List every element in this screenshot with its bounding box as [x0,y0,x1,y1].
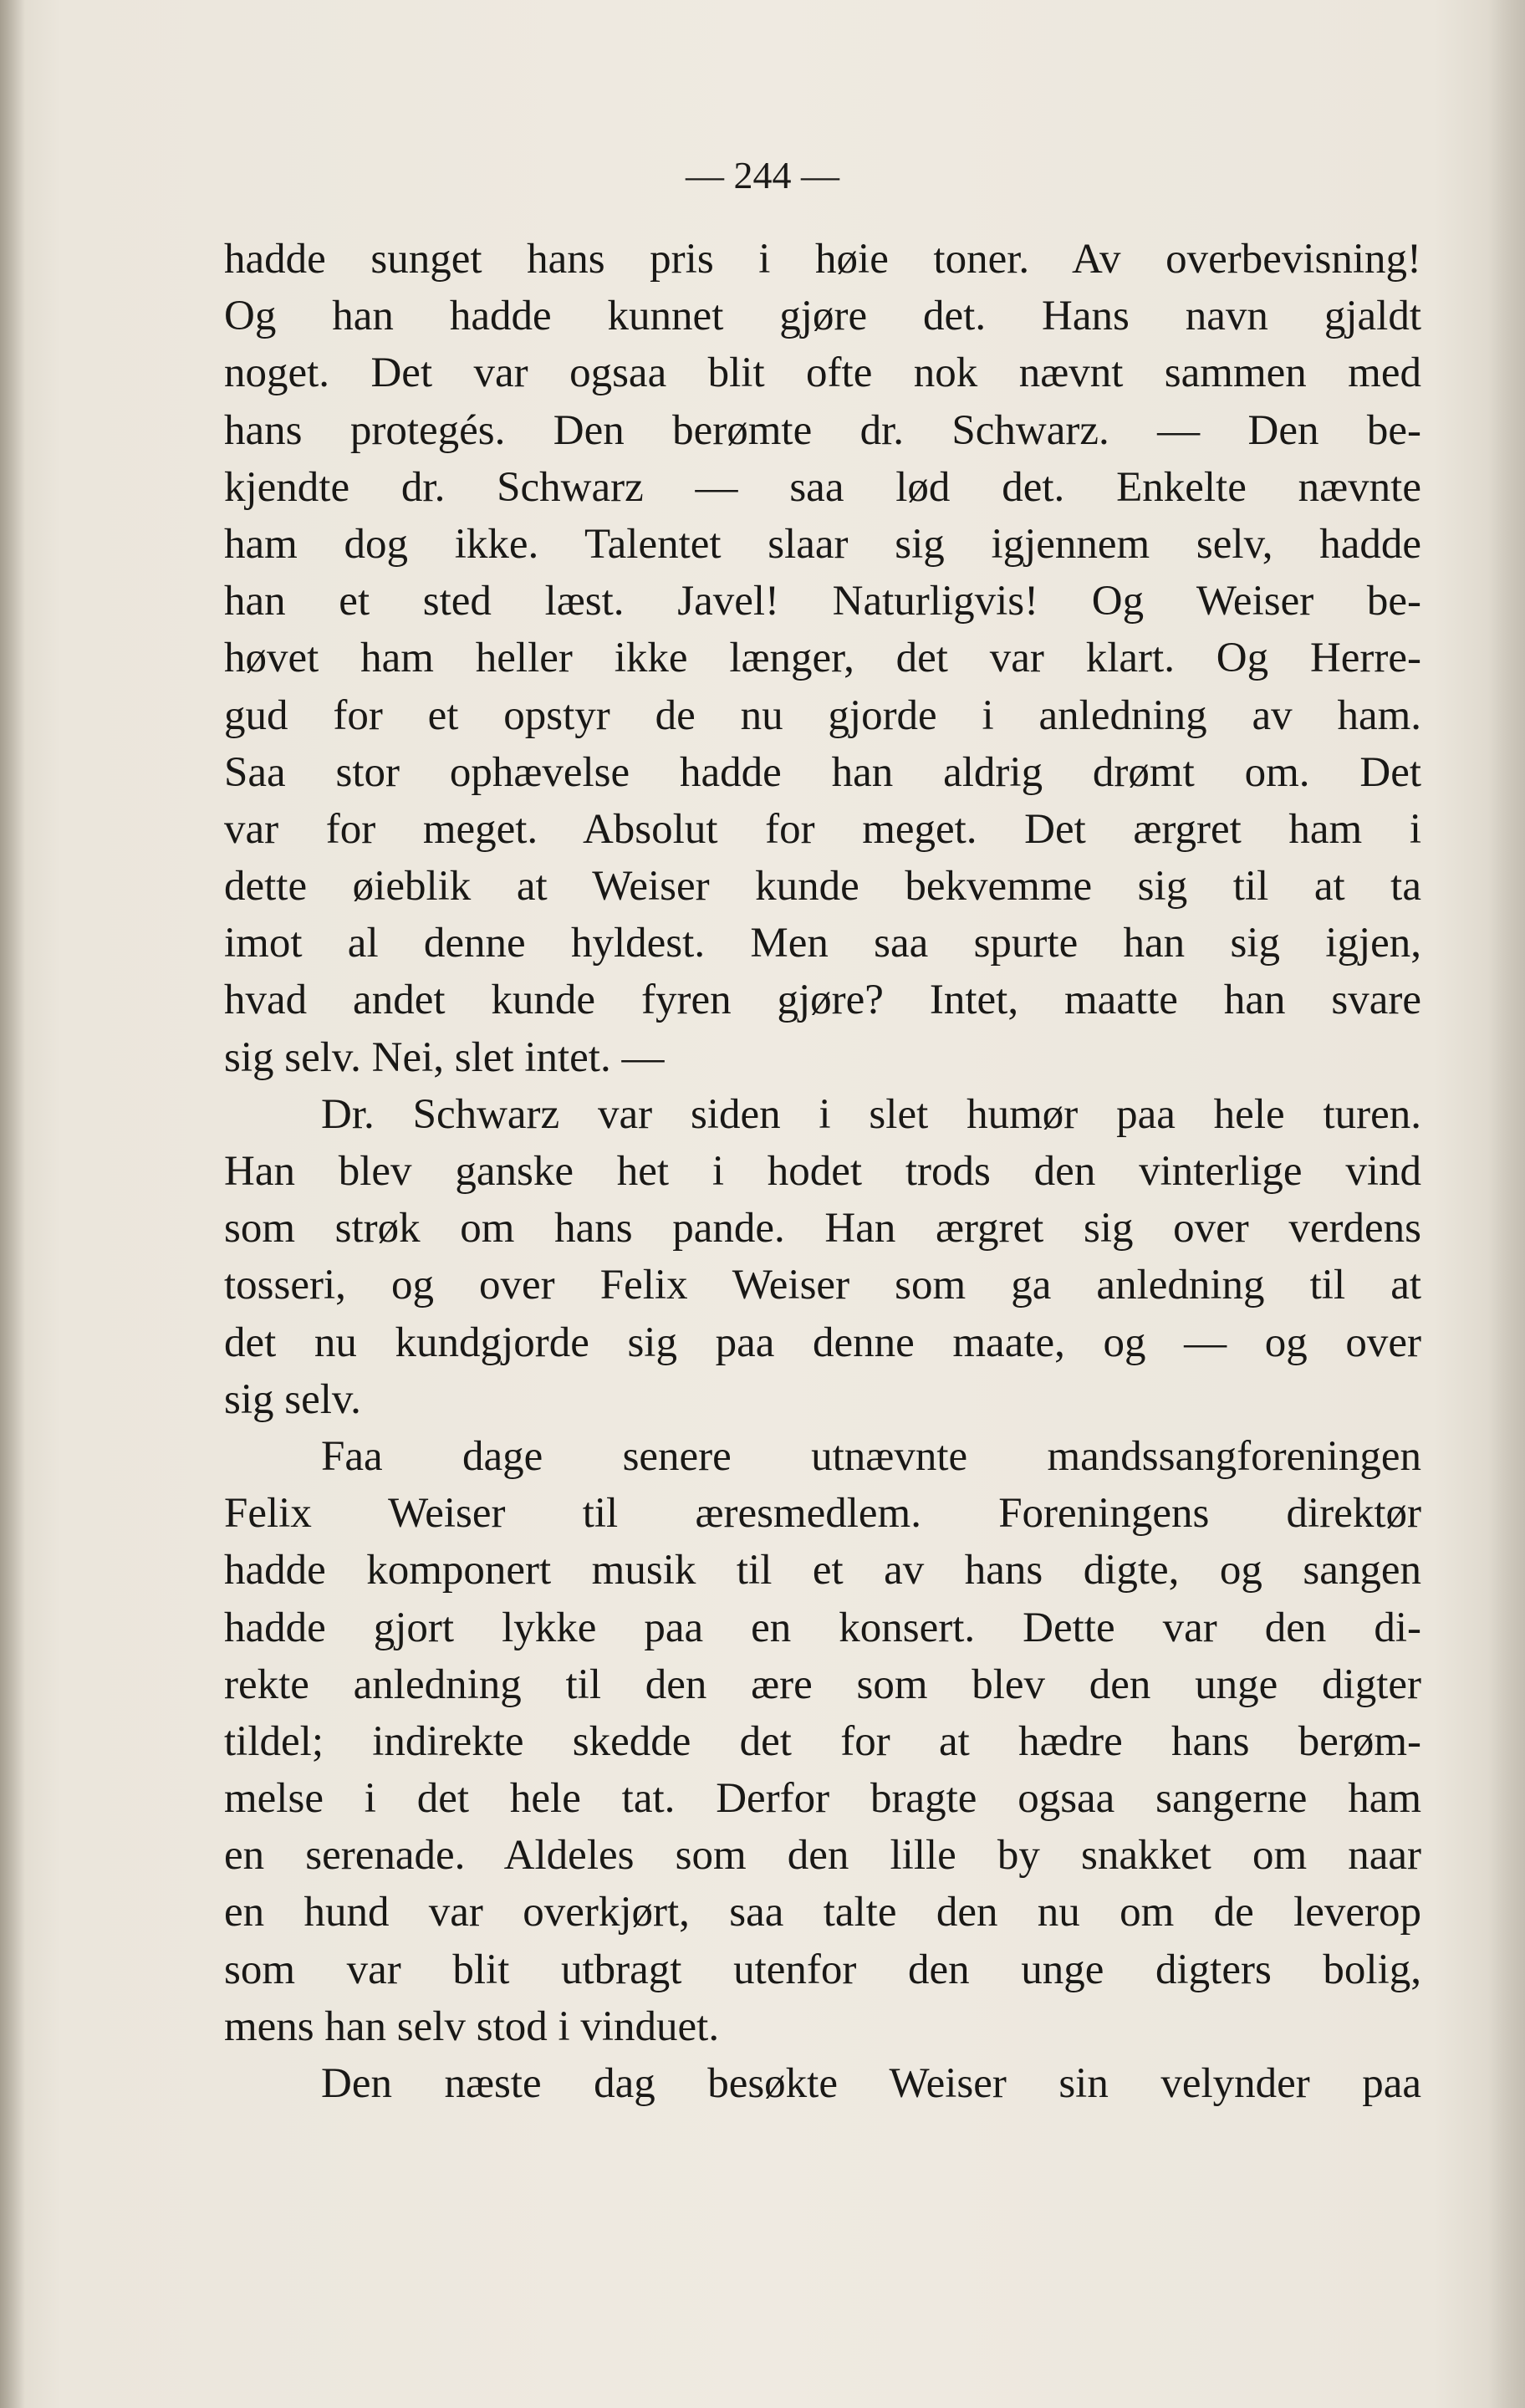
text-line: Og han hadde kunnet gjøre det. Hans navn gjaldt [224,293,1421,340]
text-line: tosseri, og over Felix Weiser som ga anledning til at [224,1262,1421,1309]
text-line: noget. Det var ogsaa blit ofte nok nævnt sammen med [224,349,1421,397]
text-line: dette øieblik at Weiser kunde bekvemme sig til at ta [224,863,1421,911]
text-line: Den næste dag besøkte Weiser sin velynder paa [321,2060,1421,2107]
text-line: en serenade. Aldeles som den lille by snakket om naar [224,1832,1421,1880]
text-line: Dr. Schwarz var siden i slet humør paa hele turen. [321,1090,1421,1138]
text-line: sig selv. [224,1375,361,1423]
text-line: imot al denne hyldest. Men saa spurte han sig igjen, [224,920,1421,967]
text-line: hvad andet kunde fyren gjøre? Intet, maatte han svare [224,977,1421,1024]
text-line: Faa dage senere utnævnte mandssangforeningen [321,1432,1421,1480]
page-edge-shadow-left [0,0,25,2408]
text-line: var for meget. Absolut for meget. Det ærgret ham i [224,805,1421,853]
page-edge-shadow-right [1488,0,1525,2408]
text-line: rekte anledning til den ære som blev den unge digter [224,1661,1421,1708]
text-line: gud for et opstyr de nu gjorde i anledning av ham. [224,691,1421,739]
text-line: høvet ham heller ikke længer, det var klart. Og Herre- [224,635,1421,682]
text-line: ham dog ikke. Talentet slaar sig igjennem selv, hadde [224,520,1421,568]
text-line: melse i det hele tat. Derfor bragte ogsaa sangerne ham [224,1775,1421,1823]
text-line: sig selv. Nei, slet intet. — [224,1033,665,1081]
text-line: som strøk om hans pande. Han ærgret sig over verdens [224,1205,1421,1252]
text-line: han et sted læst. Javel! Naturligvis! Og Weiser be- [224,578,1421,625]
text-line: hans protegés. Den berømte dr. Schwarz. — Den be- [224,406,1421,454]
text-line: en hund var overkjørt, saa talte den nu om de leverop [224,1889,1421,1936]
text-line: hadde sunget hans pris i høie toner. Av overbevisning! [224,236,1421,283]
text-line: hadde komponert musik til et av hans digte, og sangen [224,1547,1421,1594]
page-number: — 244 — [686,154,839,196]
text-line: mens han selv stod i vinduet. [224,2002,720,2050]
text-line: tildel; indirekte skedde det for at hædre hans berøm- [224,1717,1421,1765]
body-text [224,231,1421,2112]
text-line: Felix Weiser til æresmedlem. Foreningens direktør [224,1490,1421,1538]
text-line: Han blev ganske het i hodet trods den vinterlige vind [224,1148,1421,1195]
text-line: kjendte dr. Schwarz — saa lød det. Enkelte nævnte [224,463,1421,511]
text-line: som var blit utbragt utenfor den unge digters bolig, [224,1946,1421,1993]
text-line: Saa stor ophævelse hadde han aldrig drømt om. Det [224,748,1421,796]
text-line: det nu kundgjorde sig paa denne maate, og — og over [224,1319,1421,1366]
text-line: hadde gjort lykke paa en konsert. Dette var den di- [224,1604,1421,1651]
